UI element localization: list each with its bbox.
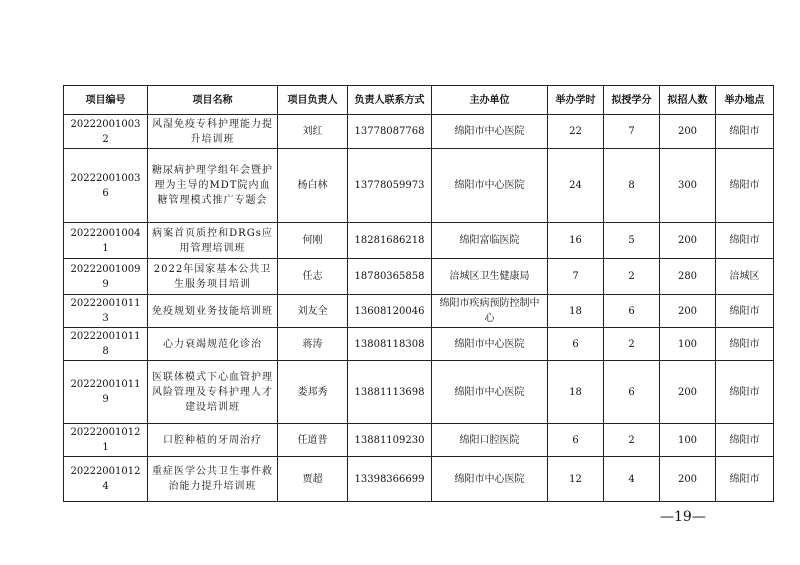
- cell-place: 绵阳市: [716, 361, 774, 424]
- cell-name: 风湿免疫专科护理能力提升培训班: [148, 115, 278, 149]
- col-header-name: 项目名称: [148, 86, 278, 115]
- header-row: [64, 86, 774, 115]
- table-row: [64, 457, 774, 502]
- cell-lead: 蒋涛: [278, 328, 348, 361]
- cell-name: 病案首页质控和DRGs应用管理培训班: [148, 223, 278, 259]
- cell-org: 绵阳市中心医院: [432, 149, 548, 223]
- col-header-org: 主办单位: [432, 86, 548, 115]
- cell-place: 绵阳市: [716, 149, 774, 223]
- cell-count: 200: [660, 115, 716, 149]
- cell-name: 糖尿病护理学组年会暨护理为主导的MDT院内血糖管理模式推广专题会: [148, 149, 278, 223]
- cell-place: 绵阳市: [716, 457, 774, 502]
- cell-credits: 7: [604, 115, 660, 149]
- cell-place: 绵阳市: [716, 328, 774, 361]
- cell-org: 绵阳口腔医院: [432, 424, 548, 457]
- cell-name: 重症医学公共卫生事件救治能力提升培训班: [148, 457, 278, 502]
- cell-lead: 刘友全: [278, 295, 348, 328]
- cell-lead: 刘红: [278, 115, 348, 149]
- cell-id: 202220010099: [64, 259, 148, 295]
- col-header-hours: 举办学时: [548, 86, 604, 115]
- cell-id: 202220010119: [64, 361, 148, 424]
- cell-hours: 22: [548, 115, 604, 149]
- cell-id: 202220010118: [64, 328, 148, 361]
- col-header-credits: 拟授学分: [604, 86, 660, 115]
- cell-hours: 18: [548, 361, 604, 424]
- cell-lead: 任道普: [278, 424, 348, 457]
- cell-count: 100: [660, 424, 716, 457]
- cell-name: 口腔种植的牙周治疗: [148, 424, 278, 457]
- col-header-id: 项目编号: [64, 86, 148, 115]
- cell-org: 绵阳富临医院: [432, 223, 548, 259]
- cell-place: 涪城区: [716, 259, 774, 295]
- cell-count: 300: [660, 149, 716, 223]
- table-row: [64, 361, 774, 424]
- table-row: [64, 259, 774, 295]
- table-row: [64, 424, 774, 457]
- cell-name: 心力衰竭规范化诊治: [148, 328, 278, 361]
- cell-id: 202220010113: [64, 295, 148, 328]
- cell-credits: 2: [604, 424, 660, 457]
- cell-place: 绵阳市: [716, 295, 774, 328]
- cell-phone: 18780365858: [348, 259, 432, 295]
- cell-place: 绵阳市: [716, 115, 774, 149]
- cell-phone: 13398366699: [348, 457, 432, 502]
- cell-hours: 6: [548, 328, 604, 361]
- cell-count: 200: [660, 457, 716, 502]
- cell-org: 绵阳市疾病预防控制中心: [432, 295, 548, 328]
- cell-count: 200: [660, 223, 716, 259]
- cell-phone: 13881113698: [348, 361, 432, 424]
- cell-credits: 4: [604, 457, 660, 502]
- col-header-place: 举办地点: [716, 86, 774, 115]
- cell-place: 绵阳市: [716, 223, 774, 259]
- cell-phone: 13778087768: [348, 115, 432, 149]
- cell-name: 免疫规划业务技能培训班: [148, 295, 278, 328]
- cell-org: 涪城区卫生健康局: [432, 259, 548, 295]
- table-row: [64, 295, 774, 328]
- cell-id: 202220010032: [64, 115, 148, 149]
- cell-lead: 杨白林: [278, 149, 348, 223]
- cell-hours: 7: [548, 259, 604, 295]
- cell-hours: 16: [548, 223, 604, 259]
- cell-credits: 2: [604, 328, 660, 361]
- cell-hours: 24: [548, 149, 604, 223]
- cell-name: 医联体模式下心血管护理风险管理及专科护理人才建设培训班: [148, 361, 278, 424]
- cell-credits: 2: [604, 259, 660, 295]
- project-table: [63, 85, 774, 502]
- cell-org: 绵阳市中心医院: [432, 115, 548, 149]
- cell-count: 280: [660, 259, 716, 295]
- cell-phone: 13808118308: [348, 328, 432, 361]
- cell-phone: 13778059973: [348, 149, 432, 223]
- cell-hours: 12: [548, 457, 604, 502]
- cell-id: 202220010121: [64, 424, 148, 457]
- cell-place: 绵阳市: [716, 424, 774, 457]
- cell-credits: 8: [604, 149, 660, 223]
- col-header-lead: 项目负责人: [278, 86, 348, 115]
- cell-hours: 18: [548, 295, 604, 328]
- cell-count: 200: [660, 295, 716, 328]
- cell-count: 200: [660, 361, 716, 424]
- cell-hours: 6: [548, 424, 604, 457]
- table-row: [64, 149, 774, 223]
- table-row: [64, 328, 774, 361]
- cell-lead: 娄邦秀: [278, 361, 348, 424]
- cell-name: 2022年国家基本公共卫生服务项目培训: [148, 259, 278, 295]
- cell-phone: 18281686218: [348, 223, 432, 259]
- cell-id: 202220010041: [64, 223, 148, 259]
- cell-phone: 13881109230: [348, 424, 432, 457]
- cell-lead: 任志: [278, 259, 348, 295]
- col-header-count: 拟招人数: [660, 86, 716, 115]
- cell-credits: 5: [604, 223, 660, 259]
- cell-credits: 6: [604, 361, 660, 424]
- cell-id: 202220010124: [64, 457, 148, 502]
- table-row: [64, 115, 774, 149]
- cell-org: 绵阳市中心医院: [432, 361, 548, 424]
- cell-phone: 13608120046: [348, 295, 432, 328]
- cell-count: 100: [660, 328, 716, 361]
- cell-org: 绵阳市中心医院: [432, 328, 548, 361]
- page-number: —19—: [660, 509, 706, 525]
- col-header-phone: 负责人联系方式: [348, 86, 432, 115]
- cell-lead: 何刚: [278, 223, 348, 259]
- cell-credits: 6: [604, 295, 660, 328]
- cell-org: 绵阳市中心医院: [432, 457, 548, 502]
- table-row: [64, 223, 774, 259]
- cell-lead: 贾超: [278, 457, 348, 502]
- cell-id: 202220010036: [64, 149, 148, 223]
